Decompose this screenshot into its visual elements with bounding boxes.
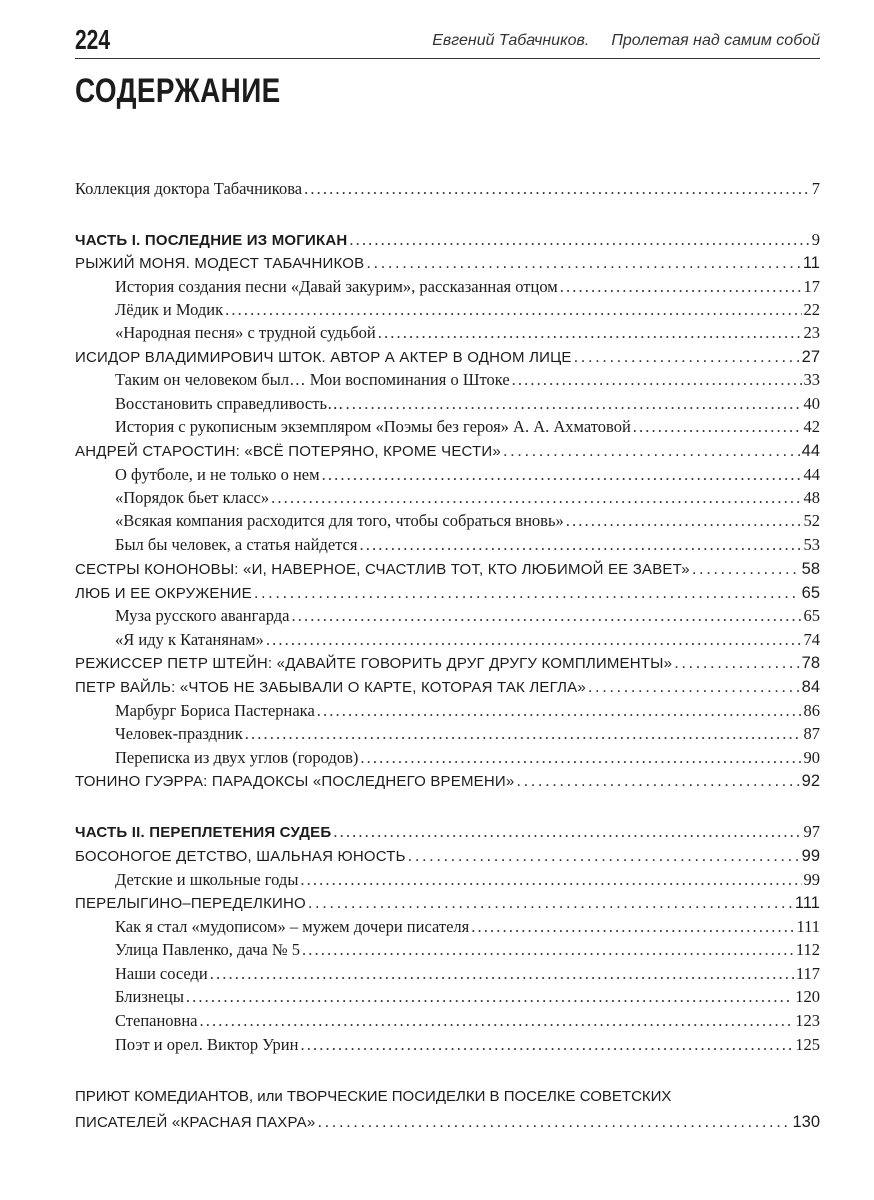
- toc-entry[interactable]: [75, 821, 820, 844]
- dot-leader: [300, 1034, 793, 1056]
- toc-entry-page: 130: [792, 1113, 820, 1131]
- toc-entry-title: ПЕРЕЛЫГИНО–ПЕРЕДЕЛКИНО: [75, 895, 306, 912]
- toc-entry-title: ПЕТР ВАЙЛЬ: «ЧТОБ НЕ ЗАБЫВАЛИ О КАРТЕ, КОТОРАЯ ТАК ЛЕГЛА»: [75, 679, 586, 696]
- page-number: 224: [75, 24, 111, 55]
- toc-entry[interactable]: [115, 986, 820, 1008]
- dot-leader: [503, 440, 800, 462]
- toc-entry[interactable]: [115, 869, 820, 891]
- toc-entry[interactable]: [75, 229, 820, 252]
- toc-entry[interactable]: [115, 487, 820, 509]
- running-head: [432, 32, 820, 50]
- toc-entry-page: 23: [803, 323, 820, 342]
- dot-leader: [271, 487, 801, 509]
- toc-entry-page: 123: [795, 1011, 820, 1030]
- toc-entry[interactable]: [75, 346, 820, 369]
- toc-entry-title: Поэт и орел. Виктор Урин: [115, 1035, 299, 1054]
- toc-entry-title: ЛЮБ И ЕЕ ОКРУЖЕНИЕ: [75, 585, 252, 602]
- toc-entry-title: История с рукописным экземпляром «Поэмы без героя» А. А. Ахматовой: [115, 417, 631, 436]
- toc-entry-title: Переписка из двух углов (городов): [115, 748, 359, 767]
- toc-entry-page: 17: [803, 277, 820, 296]
- toc-entry[interactable]: [75, 770, 820, 793]
- toc-entry[interactable]: [115, 464, 820, 486]
- toc-entry[interactable]: [115, 723, 820, 745]
- toc-entry[interactable]: [115, 369, 820, 391]
- toc-entry-page: 22: [803, 300, 820, 319]
- running-head-author: Евгений Табачников.: [432, 32, 590, 49]
- dot-leader: [346, 393, 802, 415]
- toc-entry[interactable]: [75, 252, 820, 275]
- toc-entry-page: 112: [795, 940, 820, 959]
- dot-leader: [360, 747, 801, 769]
- toc-entry-title: «Народная песня» с трудной судьбой: [115, 323, 376, 342]
- dot-leader: [308, 892, 793, 914]
- toc-entry-page: 65: [803, 606, 820, 625]
- toc-entry-page: 44: [803, 465, 820, 484]
- dot-leader: [322, 464, 802, 486]
- toc-entry-title: Марбург Бориса Пастернака: [115, 701, 315, 720]
- toc-entry[interactable]: [75, 582, 820, 605]
- toc-entry-title: «Порядок бьет класс»: [115, 488, 270, 507]
- dot-leader: [302, 939, 794, 961]
- dot-leader: [633, 416, 802, 438]
- dot-leader: [516, 770, 799, 792]
- toc-entry-page: 111: [796, 917, 820, 936]
- dot-leader: [317, 1111, 790, 1133]
- toc-entry-title: СЕСТРЫ КОНОНОВЫ: «И, НАВЕРНОЕ, СЧАСТЛИВ ТОТ, КТО ЛЮБИМОЙ ЕЕ ЗАВЕТ»: [75, 561, 690, 578]
- toc-entry[interactable]: [75, 1111, 820, 1134]
- dot-leader: [266, 629, 802, 651]
- toc-entry[interactable]: [115, 747, 820, 769]
- toc-entry[interactable]: [115, 534, 820, 556]
- dot-leader: [366, 252, 801, 274]
- toc-entry[interactable]: [115, 700, 820, 722]
- toc-entry-title: Детские и школьные годы: [115, 870, 299, 889]
- toc-entry-title: История создания песни «Давай закурим», рассказанная отцом: [115, 277, 558, 296]
- toc-entry-page: 65: [801, 584, 820, 602]
- dot-leader: [300, 869, 801, 891]
- toc-entry-page: 86: [803, 701, 820, 720]
- toc-entry-title: Был бы человек, а статья найдется: [115, 535, 358, 554]
- toc-entry-title: «Я иду к Катанянам»: [115, 630, 264, 649]
- toc-entry-title: ИСИДОР ВЛАДИМИРОВИЧ ШТОК. АВТОР А АКТЕР В ОДНОМ ЛИЦЕ: [75, 349, 572, 366]
- dot-leader: [225, 299, 801, 321]
- toc-entry-page: 120: [795, 987, 820, 1006]
- dot-leader: [574, 346, 800, 368]
- toc-entry-page: 42: [803, 417, 820, 436]
- toc-entry-title: Как я стал «мудописом» – мужем дочери писателя: [115, 917, 470, 936]
- toc-entry-title: ЧАСТЬ I. ПОСЛЕДНИЕ ИЗ МОГИКАН: [75, 232, 348, 249]
- dot-leader: [186, 986, 793, 1008]
- toc-entry-title: «Всякая компания расходится для того, чтобы собраться вновь»: [115, 511, 564, 530]
- dot-leader: [378, 322, 802, 344]
- dot-leader: [471, 916, 794, 938]
- toc-entry[interactable]: [115, 963, 820, 985]
- dot-leader: [304, 178, 810, 200]
- toc-entry-title-line2: ПИСАТЕЛЕЙ «КРАСНАЯ ПАХРА»: [75, 1114, 316, 1131]
- toc-entry[interactable]: [115, 416, 820, 438]
- toc-entry-title: Степановна: [115, 1011, 198, 1030]
- toc-entry-title: Наши соседи: [115, 964, 208, 983]
- toc-entry-title: РЫЖИЙ МОНЯ. МОДЕСТ ТАБАЧНИКОВ: [75, 255, 365, 272]
- toc-entry-title: Таким он человеком был… Мои воспоминания о Штоке: [115, 370, 510, 389]
- toc-entry-page: 92: [801, 772, 820, 790]
- toc-entry-page: 58: [801, 560, 820, 578]
- toc-entry-page: 90: [803, 748, 820, 767]
- toc-entry-page: 97: [803, 822, 820, 841]
- toc-entry-page: 125: [795, 1035, 820, 1054]
- dot-leader: [359, 534, 801, 556]
- toc-entry[interactable]: [115, 393, 820, 415]
- toc-entry[interactable]: [115, 1034, 820, 1056]
- toc-entry[interactable]: [75, 652, 820, 675]
- toc-entry[interactable]: [115, 629, 820, 651]
- toc-entry-page: 7: [811, 179, 820, 198]
- page-title: СОДЕРЖАНИЕ: [75, 72, 281, 110]
- page-header: [75, 22, 820, 59]
- toc-entry-title: ТОНИНО ГУЭРРА: ПАРАДОКСЫ «ПОСЛЕДНЕГО ВРЕМЕНИ»: [75, 773, 515, 790]
- dot-leader: [317, 700, 802, 722]
- toc-entry-page: 99: [801, 847, 820, 865]
- toc-entry-page: 87: [803, 724, 820, 743]
- dot-leader: [408, 845, 800, 867]
- toc-entry[interactable]: [115, 1010, 820, 1032]
- toc-entry-page: 48: [803, 488, 820, 507]
- toc-entry-page: 40: [803, 394, 820, 413]
- toc-entry-page: 99: [803, 870, 820, 889]
- toc-entry-title: О футболе, и не только о нем: [115, 465, 320, 484]
- toc-entry-page: 33: [803, 370, 820, 389]
- toc-entry-page: 44: [801, 442, 820, 460]
- dot-leader: [254, 582, 800, 604]
- dot-leader: [291, 605, 801, 627]
- dot-leader: [692, 558, 800, 580]
- dot-leader: [349, 229, 809, 251]
- toc-entry[interactable]: [115, 510, 820, 532]
- toc-entry-title: Восстановить справедливость…: [115, 394, 344, 413]
- toc-entry[interactable]: [75, 676, 820, 699]
- toc-entry-page: 74: [803, 630, 820, 649]
- dot-leader: [245, 723, 802, 745]
- toc-entry-page: 117: [795, 964, 820, 983]
- toc-entry-title: Коллекция доктора Табачникова: [75, 179, 303, 198]
- toc-entry[interactable]: [115, 916, 820, 938]
- toc-entry[interactable]: [75, 178, 820, 200]
- toc-entry[interactable]: [75, 440, 820, 463]
- toc-entry-page: 53: [803, 535, 820, 554]
- toc-entry-title: Человек-праздник: [115, 724, 243, 743]
- dot-leader: [512, 369, 802, 391]
- toc-entry-title: Близнецы: [115, 987, 184, 1006]
- dot-leader: [210, 963, 794, 985]
- toc-entry-title: ЧАСТЬ II. ПЕРЕПЛЕТЕНИЯ СУДЕБ: [75, 824, 332, 841]
- toc-entry[interactable]: [75, 558, 820, 581]
- toc-entry-title-line1[interactable]: ПРИЮТ КОМЕДИАНТОВ, или ТВОРЧЕСКИЕ ПОСИДЕЛКИ В ПОСЕЛКЕ СОВЕТСКИХ: [75, 1088, 672, 1105]
- toc-entry-title: Лёдик и Модик: [115, 300, 224, 319]
- dot-leader: [674, 652, 799, 674]
- toc-entry[interactable]: [115, 605, 820, 627]
- toc-entry-page: 84: [801, 678, 820, 696]
- toc-entry-page: 9: [811, 230, 820, 249]
- toc-entry[interactable]: [115, 276, 820, 298]
- toc-entry-title: РЕЖИССЕР ПЕТР ШТЕЙН: «ДАВАЙТЕ ГОВОРИТЬ ДРУГ ДРУГУ КОМПЛИМЕНТЫ»: [75, 655, 673, 672]
- toc-entry-title: Муза русского авангарда: [115, 606, 290, 625]
- toc-entry-page: 111: [794, 894, 820, 912]
- toc-entry-page: 11: [802, 254, 820, 272]
- toc-entry-page: 78: [801, 654, 820, 672]
- dot-leader: [566, 510, 802, 532]
- toc-entry-title: БОСОНОГОЕ ДЕТСТВО, ШАЛЬНАЯ ЮНОСТЬ: [75, 848, 406, 865]
- toc-entry-page: 52: [803, 511, 820, 530]
- dot-leader: [333, 821, 801, 843]
- toc-entry[interactable]: [115, 299, 820, 321]
- toc-entry[interactable]: [115, 939, 820, 961]
- toc-entry-page: 27: [801, 348, 820, 366]
- dot-leader: [588, 676, 800, 698]
- dot-leader: [560, 276, 802, 298]
- running-head-title: Пролетая над самим собой: [611, 32, 820, 49]
- toc-entry[interactable]: [75, 892, 820, 915]
- toc-entry-title: АНДРЕЙ СТАРОСТИН: «ВСЁ ПОТЕРЯНО, КРОМЕ ЧЕСТИ»: [75, 443, 501, 460]
- toc-entry[interactable]: [75, 845, 820, 868]
- dot-leader: [200, 1010, 794, 1032]
- toc-entry-title: Улица Павленко, дача № 5: [115, 940, 300, 959]
- toc-entry[interactable]: [115, 322, 820, 344]
